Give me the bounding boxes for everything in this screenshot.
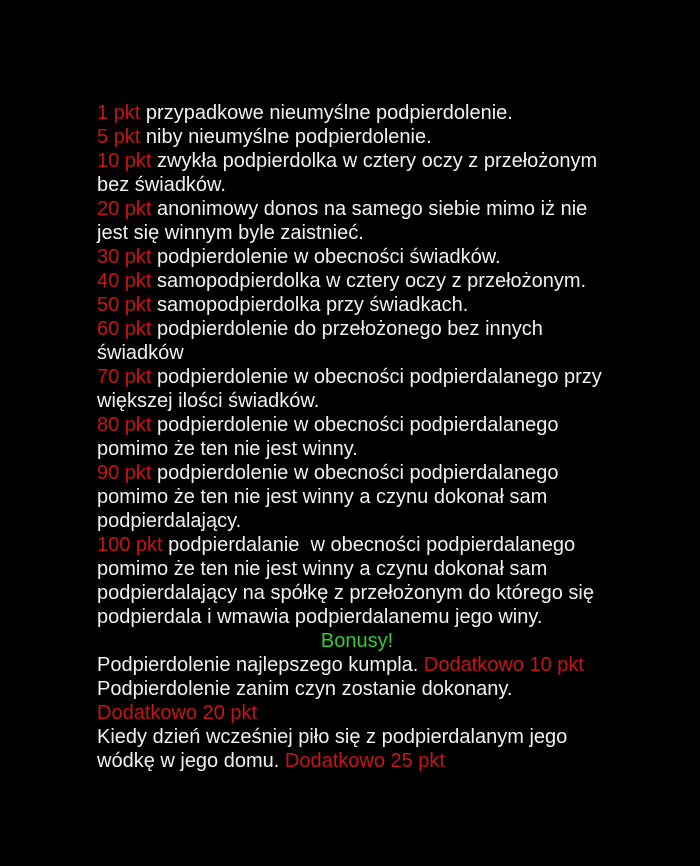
rule-item [97, 245, 617, 269]
rule-text: podpierdolenie w obecności świadków. [157, 246, 501, 268]
rule-points: 60 pkt [97, 318, 158, 340]
bonus-item [97, 725, 617, 773]
rules-section [97, 101, 617, 629]
rule-points: 50 pkt [97, 294, 158, 316]
rule-points: 80 pkt [97, 414, 158, 436]
rule-item [97, 149, 617, 197]
rule-item [97, 269, 617, 293]
rule-item [97, 461, 617, 533]
rule-item [97, 317, 617, 365]
rule-points: 100 pkt [97, 534, 169, 556]
rule-points: 20 pkt [97, 198, 158, 220]
rule-text: niby nieumyślne podpierdolenie. [145, 126, 432, 148]
points-list [97, 101, 617, 773]
rule-text: podpierdalanie w obecności podpierdalanego pomimo że ten nie jest winny a czynu dokonał sam podpierdalający na spółkę z przełożonym do którego się podpierdala i wmawia podpierdalanemu jego winy. [97, 534, 600, 628]
bonus-award: Dodatkowo 20 pkt [97, 702, 258, 724]
rule-item [97, 125, 617, 149]
rule-text: podpierdolenie w obecności podpierdalanego przy większej ilości świadków. [97, 366, 608, 412]
bonus-section [97, 653, 617, 773]
bonus-item [97, 677, 617, 725]
bonus-text: Kiedy dzień wcześniej piło się z podpierdalanym jego wódkę w jego domu. [97, 726, 573, 772]
rule-points: 10 pkt [97, 150, 158, 172]
rule-text: podpierdolenie w obecności podpierdalanego pomimo że ten nie jest winny. [97, 414, 565, 460]
rule-item [97, 101, 617, 125]
rule-text: zwykła podpierdolka w cztery oczy z przełożonym bez świadków. [97, 150, 603, 196]
bonus-text: Podpierdolenie zanim czyn zostanie dokonany. [97, 678, 518, 700]
bonus-award: Dodatkowo 25 pkt [284, 750, 445, 772]
rule-points: 70 pkt [97, 366, 158, 388]
rule-points: 5 pkt [97, 126, 146, 148]
rule-text: samopodpierdolka w cztery oczy z przełożonym. [157, 270, 587, 292]
rule-item [97, 413, 617, 461]
rule-points: 30 pkt [97, 246, 158, 268]
rule-points: 40 pkt [97, 270, 158, 292]
rule-points: 1 pkt [97, 102, 146, 124]
rule-item [97, 197, 617, 245]
rule-item [97, 533, 617, 629]
bonus-heading: Bonusy! [320, 630, 394, 652]
rule-text: podpierdolenie w obecności podpierdalanego pomimo że ten nie jest winny a czynu dokonał sam podpierdalający. [97, 462, 565, 532]
rule-text: podpierdolenie do przełożonego bez innych świadków [97, 318, 549, 364]
bonus-item [97, 653, 617, 677]
rule-text: anonimowy donos na samego siebie mimo iż nie jest się winnym byle zaistnieć. [97, 198, 593, 244]
rule-points: 90 pkt [97, 462, 158, 484]
rule-item [97, 365, 617, 413]
bonus-text: Podpierdolenie najlepszego kumpla. [97, 654, 424, 676]
bonus-award: Dodatkowo 10 pkt [423, 654, 584, 676]
rule-item [97, 293, 617, 317]
rule-text: samopodpierdolka przy świadkach. [157, 294, 469, 316]
rule-text: przypadkowe nieumyślne podpierdolenie. [145, 102, 513, 124]
